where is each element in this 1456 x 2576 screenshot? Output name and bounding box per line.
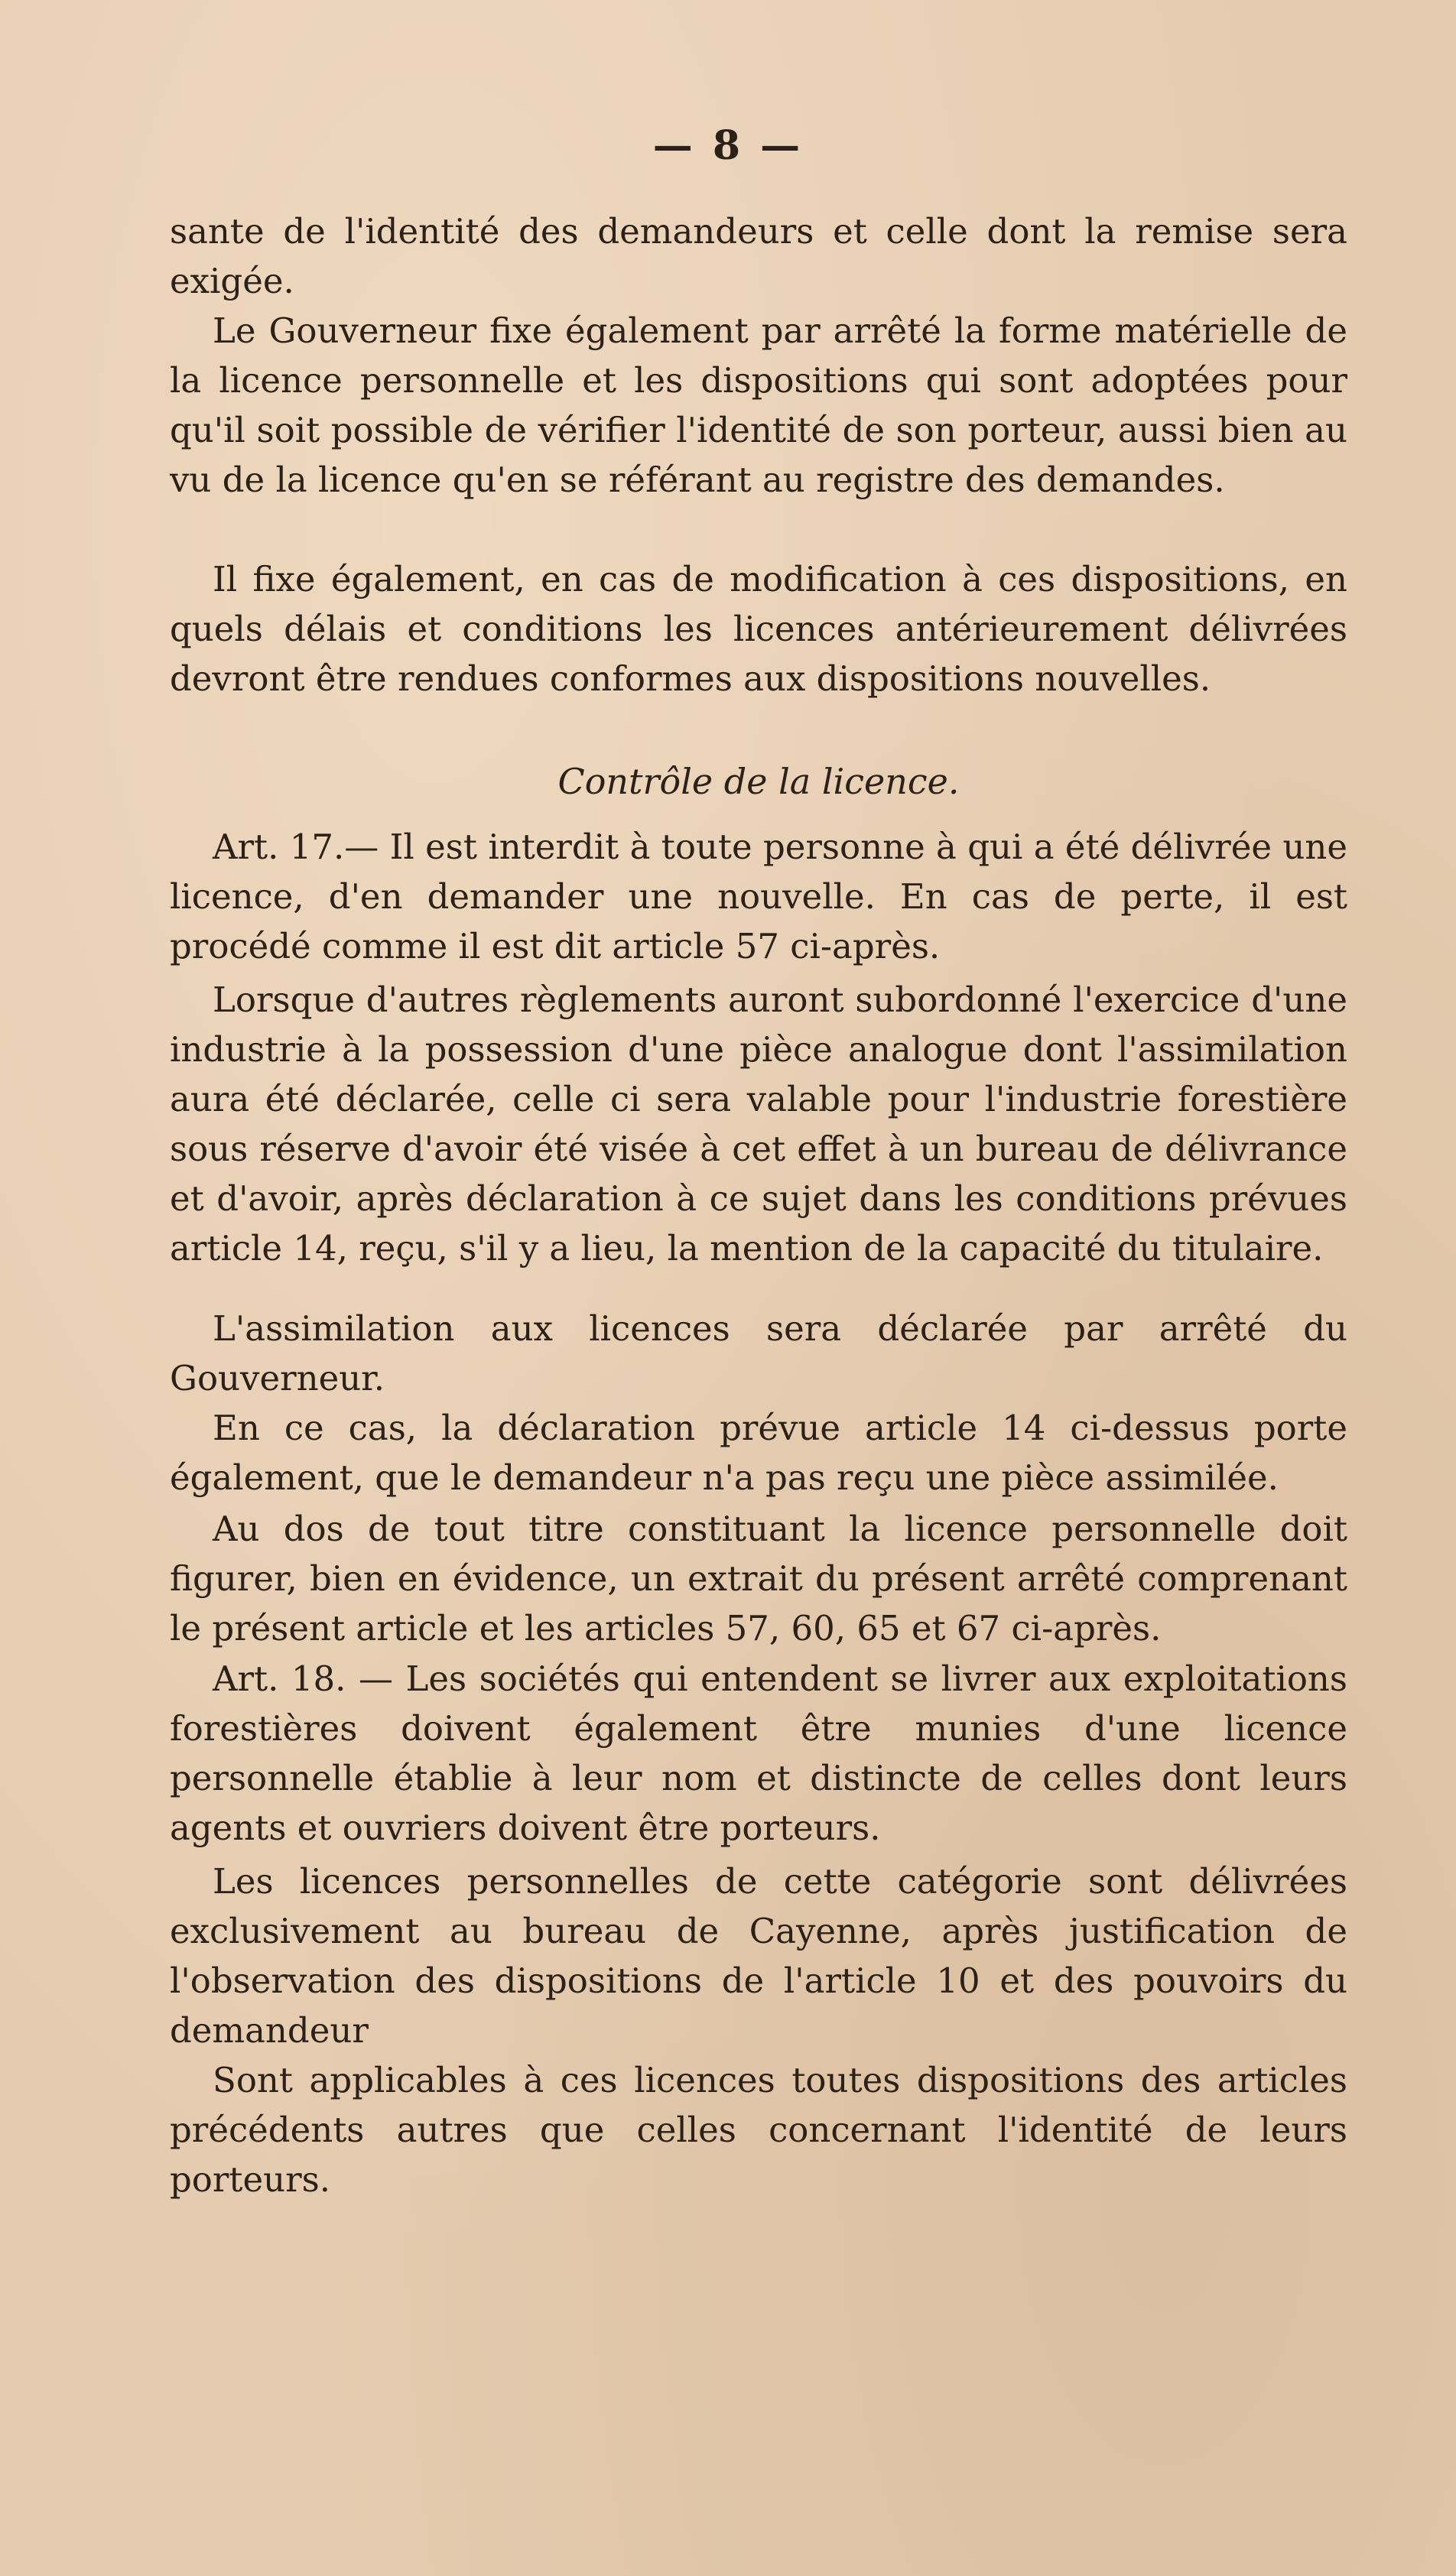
paragraph-continuation: sante de l'identité des demandeurs et celle dont la remise sera exigée.	[170, 211, 1347, 301]
paragraph-dispositions-applicables: Sont applicables à ces licences toutes dispositions des articles précédents autres que celles concernant l'identité de leurs porteurs.	[170, 2060, 1347, 2200]
paragraph-gouverneur-forme: Le Gouverneur fixe également par arrêté la forme matérielle de la licence personnelle et les dispositions qui sont adoptées pour qu'il soit possible de vérifier l'identité de son porteur, aussi bien au vu de la licence qu'en se référant au registre des demandes.	[170, 310, 1347, 500]
paragraph-article-17: Art. 17.— Il est interdit à toute personne à qui a été délivrée une licence, d'en demander une nouvelle. En cas de perte, il est procédé comme il est dit article 57 ci-après.	[170, 827, 1347, 966]
paragraph-article-18: Art. 18. — Les sociétés qui entendent se livrer aux exploitations forestières doivent également être munies d'une licence personnelle établie à leur nom et distincte de celles dont leurs agents et ouvriers doivent être porteurs.	[170, 1658, 1347, 1848]
paragraph-licences-cayenne: Les licences personnelles de cette catégorie sont délivrées exclusivement au bureau de Cayenne, après justification de l'observation des dispositions de l'article 10 et des pouvoirs du demandeur	[170, 1861, 1347, 2051]
paragraph-assimilation: L'assimilation aux licences sera déclarée par arrêté du Gouverneur.	[170, 1308, 1347, 1398]
paragraph-declaration: En ce cas, la déclaration prévue article 14 ci-dessus porte également, que le demandeur n'a pas reçu une pièce assimilée.	[170, 1408, 1347, 1498]
section-heading: Contrôle de la licence.	[557, 761, 960, 802]
paragraph-dos-du-titre: Au dos de tout titre constituant la licence personnelle doit figurer, bien en évidence, un extrait du présent arrêté comprenant le présent article et les articles 57, 60, 65 et 67 ci-après.	[170, 1509, 1347, 1649]
paragraph-modification-delais: Il fixe également, en cas de modification à ces dispositions, en quels délais et conditions les licences antérieurement délivrées devront être rendues conformes aux dispositions nouvelles.	[170, 559, 1347, 699]
page-number: — 8 —	[652, 122, 804, 169]
paragraph-autres-reglements: Lorsque d'autres règlements auront subordonné l'exercice d'une industrie à la possession d'une pièce analogue dont l'assimilation aura été déclarée, celle ci sera valable pour l'industrie forestière sous réserve d'avoir été visée à cet effet à un bureau de délivrance et d'avoir, après déclaration à ce sujet dans les conditions prévues article 14, reçu, s'il y a lieu, la mention de la capacité du titulaire.	[170, 979, 1347, 1269]
